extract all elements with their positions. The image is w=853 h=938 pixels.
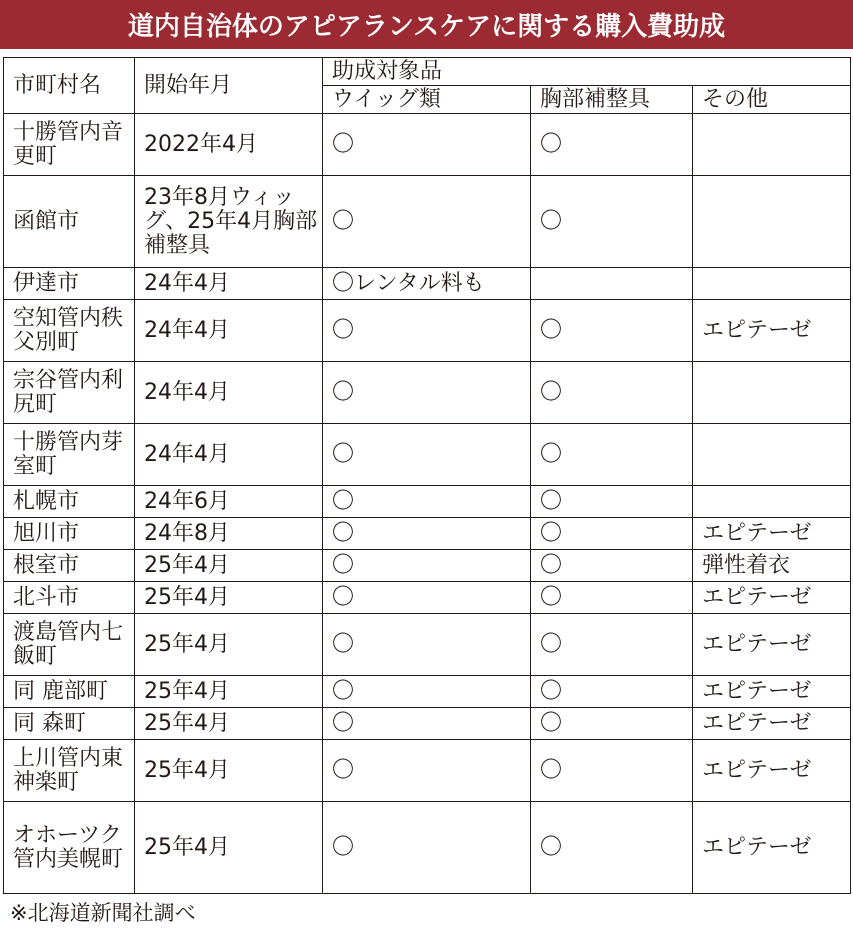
table-title: 道内自治体のアピアランスケアに関する購入費助成 [0, 0, 853, 49]
cell-other [693, 424, 851, 486]
cell-chest: 〇 [531, 676, 693, 708]
cell-name: 同 森町 [4, 708, 135, 740]
cell-other [693, 114, 851, 176]
table-body [4, 114, 851, 894]
cell-other: エピテーゼ [693, 518, 851, 550]
cell-start: 25年4月 [135, 708, 323, 740]
cell-name: 同 鹿部町 [4, 676, 135, 708]
cell-chest: 〇 [531, 550, 693, 582]
cell-wig: 〇 [323, 550, 531, 582]
cell-wig: 〇レンタル料も [323, 268, 531, 300]
header-subsidy-group: 助成対象品 [323, 58, 851, 86]
header-start: 開始年月 [135, 58, 323, 114]
cell-name: 宗谷管内利尻町 [4, 362, 135, 424]
cell-other: エピテーゼ [693, 708, 851, 740]
cell-start: 25年4月 [135, 676, 323, 708]
cell-chest [531, 268, 693, 300]
cell-other [693, 268, 851, 300]
cell-start: 23年8月ウィッグ、25年4月胸部補整具 [135, 176, 323, 268]
cell-start: 24年4月 [135, 424, 323, 486]
subsidy-table [3, 57, 851, 894]
table-row [4, 582, 851, 614]
cell-start: 24年6月 [135, 486, 323, 518]
cell-wig: 〇 [323, 486, 531, 518]
cell-start: 25年4月 [135, 740, 323, 802]
cell-other: エピテーゼ [693, 740, 851, 802]
table-row [4, 362, 851, 424]
cell-wig: 〇 [323, 740, 531, 802]
table-row [4, 740, 851, 802]
cell-chest: 〇 [531, 518, 693, 550]
cell-wig: 〇 [323, 424, 531, 486]
cell-wig: 〇 [323, 114, 531, 176]
cell-other [693, 486, 851, 518]
table-row [4, 486, 851, 518]
table-row [4, 268, 851, 300]
cell-start: 24年4月 [135, 268, 323, 300]
cell-start: 25年4月 [135, 550, 323, 582]
cell-wig: 〇 [323, 676, 531, 708]
table-row [4, 550, 851, 582]
cell-name: 函館市 [4, 176, 135, 268]
cell-chest: 〇 [531, 176, 693, 268]
cell-name: 根室市 [4, 550, 135, 582]
cell-name: 北斗市 [4, 582, 135, 614]
cell-name: 札幌市 [4, 486, 135, 518]
cell-other [693, 176, 851, 268]
cell-name: 旭川市 [4, 518, 135, 550]
header-other: その他 [693, 86, 851, 114]
cell-name: オホーツク管内美幌町 [4, 802, 135, 894]
cell-name: 渡島管内七飯町 [4, 614, 135, 676]
cell-start: 25年4月 [135, 802, 323, 894]
table-row [4, 424, 851, 486]
table-row [4, 176, 851, 268]
cell-start: 25年4月 [135, 582, 323, 614]
header-row [4, 58, 851, 86]
cell-start: 24年8月 [135, 518, 323, 550]
cell-other: エピテーゼ [693, 582, 851, 614]
cell-other: 弾性着衣 [693, 550, 851, 582]
header-chest: 胸部補整具 [531, 86, 693, 114]
table-row [4, 614, 851, 676]
cell-name: 伊達市 [4, 268, 135, 300]
cell-name: 空知管内秩父別町 [4, 300, 135, 362]
cell-wig: 〇 [323, 582, 531, 614]
cell-chest: 〇 [531, 740, 693, 802]
cell-other: エピテーゼ [693, 676, 851, 708]
cell-other: エピテーゼ [693, 614, 851, 676]
cell-wig: 〇 [323, 176, 531, 268]
table-row [4, 676, 851, 708]
table-row [4, 708, 851, 740]
cell-name: 上川管内東神楽町 [4, 740, 135, 802]
table-row [4, 114, 851, 176]
cell-wig: 〇 [323, 518, 531, 550]
cell-chest: 〇 [531, 486, 693, 518]
cell-wig: 〇 [323, 614, 531, 676]
cell-wig: 〇 [323, 362, 531, 424]
cell-other: エピテーゼ [693, 802, 851, 894]
cell-other [693, 362, 851, 424]
table-row [4, 300, 851, 362]
cell-start: 25年4月 [135, 614, 323, 676]
cell-chest: 〇 [531, 300, 693, 362]
cell-chest: 〇 [531, 362, 693, 424]
footnote: ※北海道新聞社調べ [10, 901, 196, 925]
cell-chest: 〇 [531, 614, 693, 676]
cell-name: 十勝管内芽室町 [4, 424, 135, 486]
cell-chest: 〇 [531, 708, 693, 740]
cell-wig: 〇 [323, 802, 531, 894]
cell-wig: 〇 [323, 300, 531, 362]
table-row [4, 802, 851, 894]
cell-chest: 〇 [531, 582, 693, 614]
cell-other: エピテーゼ [693, 300, 851, 362]
cell-start: 24年4月 [135, 362, 323, 424]
table-row [4, 518, 851, 550]
cell-start: 24年4月 [135, 300, 323, 362]
header-wig: ウイッグ類 [323, 86, 531, 114]
cell-start: 2022年4月 [135, 114, 323, 176]
cell-chest: 〇 [531, 424, 693, 486]
cell-chest: 〇 [531, 114, 693, 176]
cell-wig: 〇 [323, 708, 531, 740]
header-municipality: 市町村名 [4, 58, 135, 114]
cell-name: 十勝管内音更町 [4, 114, 135, 176]
cell-chest: 〇 [531, 802, 693, 894]
